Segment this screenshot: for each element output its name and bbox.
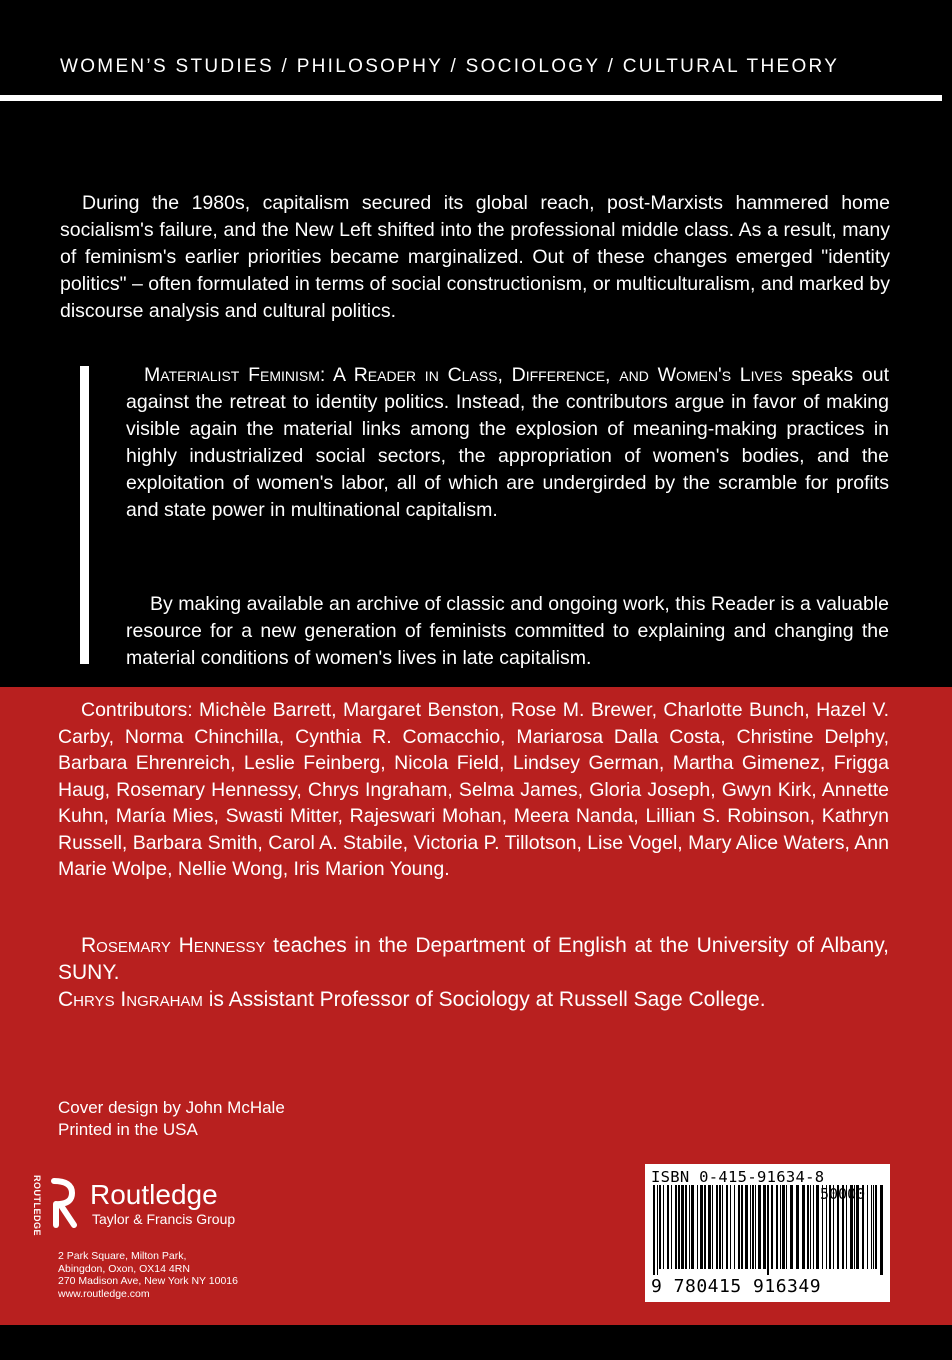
barcode-bar: [653, 1185, 655, 1275]
barcode-bar: [691, 1185, 694, 1269]
barcode-bar: [722, 1185, 723, 1269]
barcode-bar: [790, 1185, 793, 1269]
description-paragraph-2: [126, 362, 889, 524]
barcode-bar: [681, 1185, 684, 1269]
barcode-bar: [726, 1185, 728, 1269]
barcode-bar: [741, 1185, 743, 1269]
bottom-strip: [0, 1325, 952, 1360]
barcode-bar: [659, 1185, 661, 1269]
credits: [58, 1097, 285, 1141]
cover-design-credit: Cover design by John McHale: [58, 1098, 285, 1117]
quote-bar: [80, 366, 89, 664]
barcode-bar: [745, 1185, 748, 1269]
barcode-bar: [675, 1185, 677, 1269]
barcode-bar: [816, 1185, 819, 1269]
price-code: 50000: [820, 1185, 866, 1203]
editor-name: Chrys Ingraham: [58, 988, 203, 1011]
barcode-bar: [719, 1185, 721, 1269]
editor-bio-2: [58, 986, 889, 1013]
ean-number: 9 780415 916349: [651, 1276, 822, 1297]
barcode-bar: [752, 1185, 754, 1269]
barcode-bar: [802, 1185, 805, 1269]
barcode-bar: [657, 1185, 658, 1275]
publisher-vertical-wordmark: ROUTLEDGE: [32, 1175, 42, 1237]
barcode-bar: [771, 1185, 773, 1269]
barcode-bar: [763, 1185, 766, 1269]
editor-bio-1: [58, 932, 889, 986]
book-title: Materialist Feminism: A Reader in Class, Difference, and Women's Lives: [144, 364, 783, 386]
barcode-bar: [758, 1185, 761, 1269]
barcode-bar: [704, 1185, 706, 1269]
barcode-bar: [755, 1185, 756, 1269]
barcode-bar: [712, 1185, 713, 1269]
publisher-address: 2 Park Square, Milton Park, Abingdon, Oxon, OX14 4RN 270 Madison Ave, New York NY 10016 www.routledge.com: [58, 1250, 238, 1300]
publisher-logo: [32, 1175, 272, 1235]
barcode-bar: [807, 1185, 809, 1269]
editor-name: Rosemary Hennessy: [81, 934, 266, 957]
editor-bios: [58, 932, 889, 1013]
barcode-bar: [734, 1185, 735, 1269]
barcode-bar: [867, 1185, 868, 1269]
editor-bio-text: teaches in the Department of English at the University of Albany, SUNY.: [58, 934, 889, 984]
barcode-bar: [880, 1185, 883, 1275]
barcode-bar: [750, 1185, 751, 1269]
barcode-bar: [873, 1185, 874, 1269]
barcode-bar: [738, 1185, 740, 1269]
description-paragraph-1: During the 1980s, capitalism secured its global reach, post-Marxists hammered home socialism's failure, and the New Left shifted into the professional middle class. As a result, many of feminism's earlier priorities became marginalized. Out of these changes emerged "identity politics" – often formulated in terms of social constructionism, or multiculturalism, and marked by discourse analysis and cultural politics.: [60, 192, 890, 322]
header-rule: [0, 95, 942, 101]
barcode-bar: [786, 1185, 787, 1269]
publisher-tagline: Taylor & Francis Group: [92, 1211, 236, 1227]
paragraph-2-text: speaks out against the retreat to identity politics. Instead, the contributors argue in favor of making visible again the material links among the explosion of meaning-making practices in highly industrialized social sectors, the appropriation of women's bodies, and the exploitation of women's labor, all of which are undergirded by the scramble for profits and state power in multinational capitalism.: [126, 364, 889, 521]
barcode-bar: [685, 1185, 687, 1269]
barcode-bar: [689, 1185, 690, 1269]
barcode-bar: [716, 1185, 718, 1269]
barcode-bar: [663, 1185, 664, 1269]
description-paragraph-3: By making available an archive of classic and ongoing work, this Reader is a valuable resource for a new generation of feminists committed to explaining and changing the material conditions of women's lives in late capitalism.: [126, 593, 889, 669]
routledge-emblem-icon: [48, 1177, 88, 1229]
barcode-bar: [730, 1185, 731, 1269]
red-panel: [0, 687, 952, 1325]
barcode-bar: [796, 1185, 799, 1269]
barcode-bar: [697, 1185, 698, 1269]
barcode-bar: [871, 1185, 872, 1269]
barcode-bar: [671, 1185, 672, 1269]
barcode-bar: [875, 1185, 877, 1269]
barcode-bar: [780, 1185, 781, 1269]
publisher-name: Routledge: [90, 1179, 218, 1210]
barcode-bar: [708, 1185, 711, 1269]
barcode-bar: [667, 1185, 669, 1269]
barcode-bar: [678, 1185, 680, 1269]
contributors-list: Contributors: Michèle Barrett, Margaret Benston, Rose M. Brewer, Charlotte Bunch, Hazel V. Carby, Norma Chinchilla, Cynthia R. Comacchio, Mariarosa Dalla Costa, Christine Delphy, Barbara Ehrenreich, Leslie Feinberg, Nicola Field, Lindsey German, Martha Gimenez, Frigga Haug, Rosemary Hennessy, Chrys Ingraham, Selma James, Gloria Joseph, Gwyn Kirk, Annette Kuhn, María Mies, Swasti Mitter, Rajeswari Mohan, Meera Nanda, Lillian S. Robinson, Kathryn Russell, Barbara Smith, Carol A. Stabile, Victoria P. Tillotson, Lise Vogel, Mary Alice Waters, Ann Marie Wolpe, Nellie Wong, Iris Marion Young.: [58, 699, 889, 880]
barcode-bar: [767, 1185, 769, 1275]
barcode-bar: [700, 1185, 703, 1269]
subject-categories: WOMEN’S STUDIES / PHILOSOPHY / SOCIOLOGY / CULTURAL THEORY: [60, 56, 840, 77]
barcode-bar: [782, 1185, 785, 1269]
barcode-block: [645, 1164, 890, 1302]
isbn-number: ISBN 0-415-91634-8: [651, 1168, 825, 1186]
barcode-bar: [776, 1185, 778, 1269]
barcode-bar: [810, 1185, 811, 1269]
editor-bio-text: is Assistant Professor of Sociology at Russell Sage College.: [202, 988, 766, 1011]
printed-in: Printed in the USA: [58, 1120, 198, 1139]
barcode-bar: [813, 1185, 814, 1269]
